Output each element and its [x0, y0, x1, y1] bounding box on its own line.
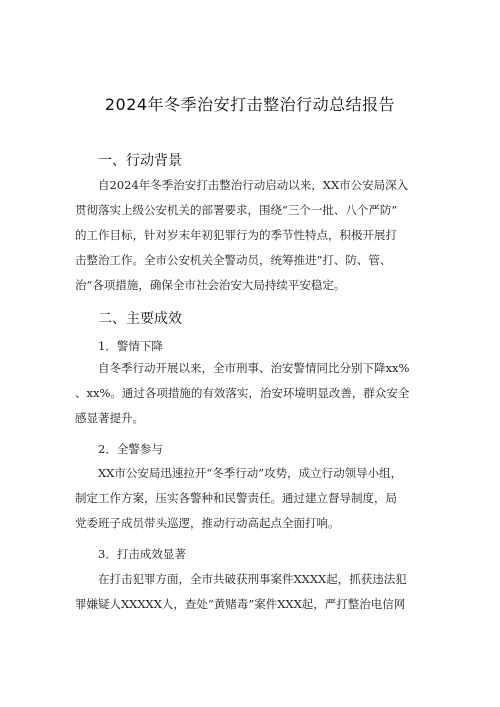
paragraph-line: 罪嫌疑人XXXXX人，查处“黄赌毒”案件XXX起，严打整治电信网: [75, 597, 406, 611]
section-background-paragraph: [75, 173, 427, 298]
paragraph-line: 感显著提升。: [75, 411, 144, 425]
subsection-label-all-police: 2．全警参与: [98, 442, 163, 456]
paragraph-line: XX市公安局迅速拉开“冬季行动”攻势，成立行动领导小组，: [75, 466, 403, 480]
paragraph-line: 自2024年冬季治安打击整治行动启动以来，XX市公安局深入: [75, 178, 409, 192]
subsection-incidents-paragraph: [75, 356, 427, 431]
subsection-label-crackdown: 3．打击成效显著: [98, 547, 186, 561]
paragraph-line: 贯彻落实上级公安机关的部署要求，围绕“三个一批、八个严防”: [75, 203, 398, 217]
paragraph-line: 治”各项措施，确保全市社会治安大局持续平安稳定。: [75, 278, 346, 292]
paragraph-line: 在打击犯罪方面，全市共破获刑事案件XXXX起，抓获违法犯: [75, 572, 407, 586]
paragraph-line: 制定工作方案，压实各警种和民警责任。通过建立督导制度，局: [75, 491, 397, 505]
section-heading-background: 一、行动背景: [98, 153, 182, 169]
paragraph-line: 击整治工作。全市公安机关全警动员，统筹推进“打、防、管、: [75, 253, 392, 267]
paragraph-line: 党委班子成员带头巡逻，推动行动高起点全面打响。: [75, 516, 340, 530]
subsection-all-police-paragraph: [75, 461, 427, 536]
paragraph-line: 的工作目标，针对岁末年初犯罪行为的季节性特点，积极开展打: [75, 228, 397, 242]
document-title: 2024年冬季治安打击整治行动总结报告: [104, 95, 396, 114]
subsection-crackdown-paragraph: [75, 567, 427, 617]
paragraph-line: 、xx%。通过各项措施的有效落实，治安环境明显改善，群众安全: [75, 386, 410, 400]
subsection-label-incidents: 1．警情下降: [98, 339, 163, 353]
paragraph-line: 自冬季行动开展以来，全市刑事、治安警情同比分别下降xx%: [75, 361, 410, 375]
section-heading-results: 二、主要成效: [98, 311, 182, 327]
